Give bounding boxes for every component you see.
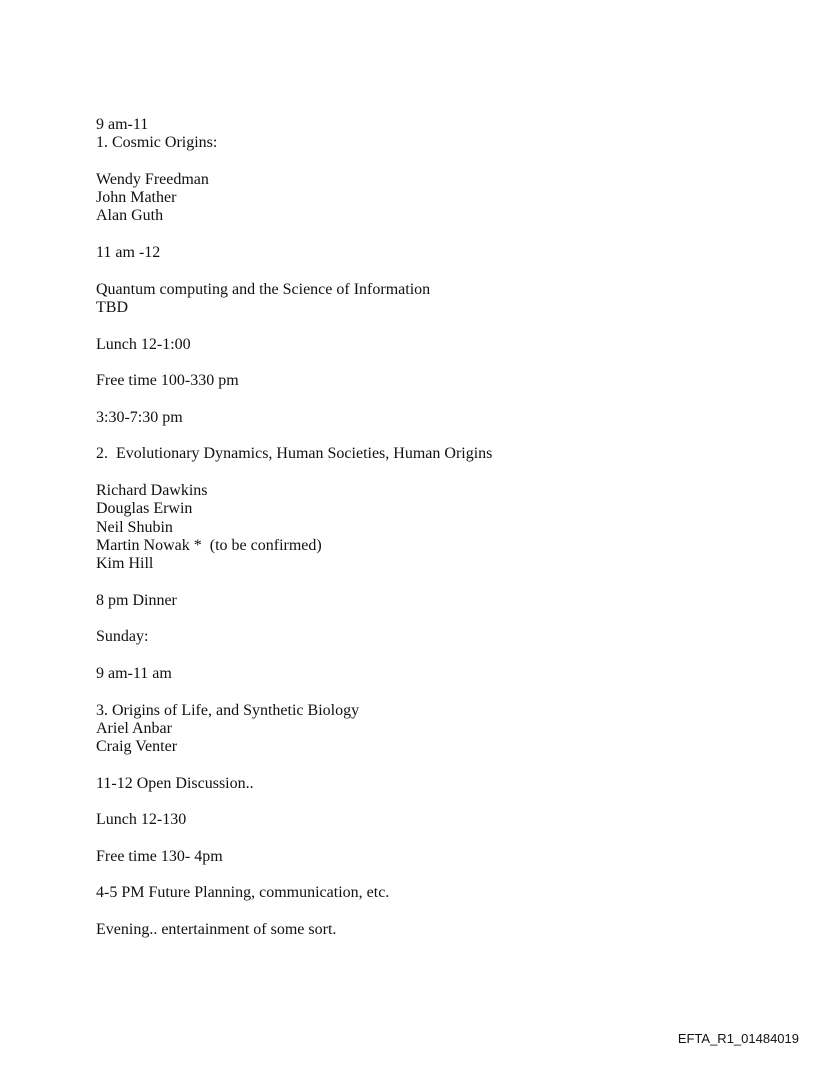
evening-entertainment: Evening.. entertainment of some sort. [96,921,337,939]
speaker-name: Kim Hill [96,555,154,573]
session-4-time: 9 am-11 am [96,664,172,682]
spacer [96,354,736,372]
speaker-name: Richard Dawkins [96,481,208,499]
speaker-name: Alan Guth [96,207,164,225]
lunch-saturday: Lunch 12-1:00 [96,335,191,353]
spacer [96,427,736,445]
lunch-sunday: Lunch 12-130 [96,811,187,829]
speaker-name: TBD [96,298,128,316]
speaker-name: Douglas Erwin [96,500,193,518]
future-planning: 4-5 PM Future Planning, communication, etc. [96,884,390,902]
spacer [96,830,736,848]
spacer [96,756,736,774]
spacer [96,903,736,921]
session-3-time: 3:30-7:30 pm [96,408,183,426]
spacer [96,866,736,884]
spacer [96,226,736,244]
spacer [96,317,736,335]
session-3-title: 2. Evolutionary Dynamics, Human Societies, Human Origins [96,445,493,463]
speaker-name: Martin Nowak * (to be confirmed) [96,536,322,554]
session-1-time: 9 am-11 [96,116,149,133]
spacer [96,464,736,482]
session-2-title: Quantum computing and the Science of Information [96,280,431,298]
speaker-name: Craig Venter [96,738,178,756]
session-4-title: 3. Origins of Life, and Synthetic Biology [96,701,360,719]
speaker-name: Ariel Anbar [96,719,172,737]
spacer [96,683,736,701]
schedule-body [96,116,736,939]
spacer [96,262,736,280]
session-1-title: 1. Cosmic Origins: [96,134,218,152]
spacer [96,573,736,591]
open-discussion: 11-12 Open Discussion.. [96,774,254,792]
dinner: 8 pm Dinner [96,591,177,609]
spacer [96,647,736,665]
spacer [96,793,736,811]
document-id-footer: EFTA_R1_01484019 [677,1031,799,1046]
spacer [96,390,736,408]
speaker-name: Neil Shubin [96,518,173,536]
spacer [96,153,736,171]
spacer [96,610,736,628]
day-heading-sunday: Sunday: [96,628,149,646]
speaker-name: Wendy Freedman [96,170,209,188]
session-2-time: 11 am -12 [96,244,161,262]
free-time-saturday: Free time 100-330 pm [96,372,239,390]
free-time-sunday: Free time 130- 4pm [96,847,223,865]
speaker-name: John Mather [96,189,177,207]
